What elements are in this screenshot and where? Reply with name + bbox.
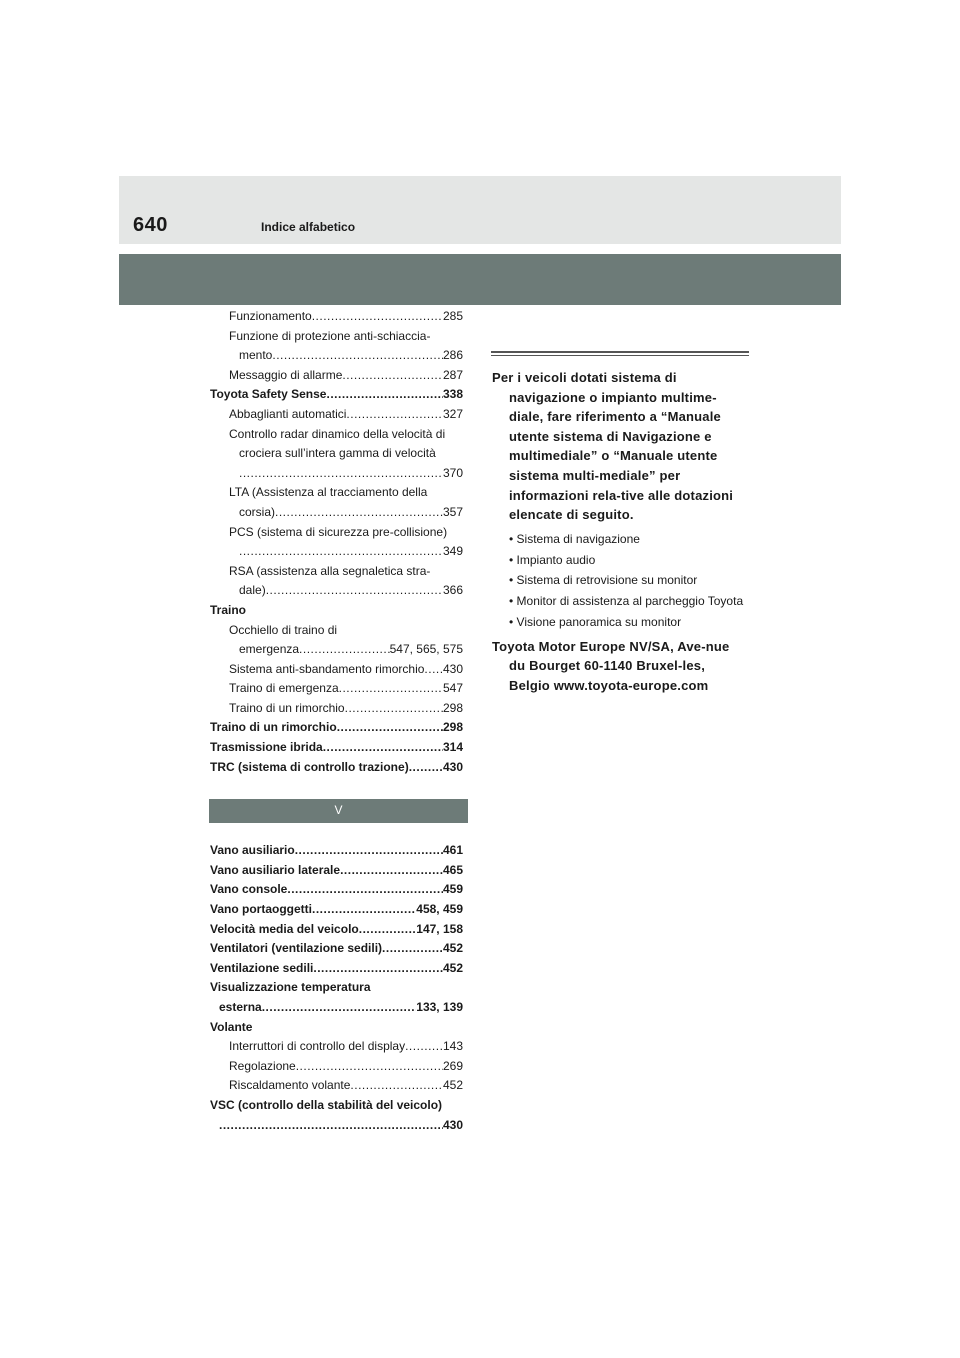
- entry-page[interactable]: 461: [442, 843, 463, 858]
- entry-label: Vano portaoggetti: [210, 902, 312, 917]
- letter-heading-v: V: [209, 799, 468, 823]
- leader-dots: [345, 699, 443, 719]
- index-entry: [210, 978, 463, 998]
- index-entry: [210, 327, 463, 347]
- entry-label: Traino: [210, 602, 247, 617]
- entry-label: Sistema anti-sbandamento rimorchio: [229, 661, 425, 676]
- leader-dots: [219, 1116, 443, 1136]
- entry-label: PCS (sistema di sicurezza pre-collisione): [229, 524, 448, 539]
- index-entry: [210, 758, 463, 778]
- entry-label: Visualizzazione temperatura: [210, 980, 371, 995]
- entry-label: Controllo radar dinamico della velocità di: [229, 426, 446, 441]
- leader-dots: [409, 758, 443, 778]
- entry-label: Ventilazione sedili: [210, 960, 314, 975]
- entry-page[interactable]: 452: [442, 1078, 463, 1093]
- entry-page[interactable]: 452: [442, 941, 463, 956]
- leader-dots: [275, 503, 443, 523]
- entry-page[interactable]: 298: [442, 700, 463, 715]
- entry-page[interactable]: 287: [442, 367, 463, 382]
- leader-dots: [337, 718, 443, 738]
- leader-dots: [287, 880, 443, 900]
- leader-dots: [313, 959, 443, 979]
- index-entry: [210, 699, 463, 719]
- index-entry: [210, 959, 463, 979]
- leader-dots: [346, 405, 443, 425]
- note-item: • Impianto audio: [509, 552, 596, 567]
- entry-page[interactable]: 430: [442, 759, 463, 774]
- entry-label: Toyota Safety Sense: [210, 387, 327, 402]
- leader-dots: [342, 366, 443, 386]
- entry-page[interactable]: 133, 139: [416, 1000, 463, 1014]
- index-entry: [210, 307, 463, 327]
- index-entry: [210, 880, 463, 900]
- note-item: • Sistema di navigazione: [509, 531, 640, 546]
- leader-dots: [424, 660, 443, 680]
- entry-label: mento: [239, 348, 273, 363]
- note-column: [491, 351, 749, 696]
- index-entry: [210, 385, 463, 405]
- note-footer: Toyota Motor Europe NV/SA, Ave-nue du Bourget 60-1140 Bruxel-les, Belgio www.toyota-europe.com: [492, 638, 730, 693]
- entry-label: emergenza: [239, 642, 300, 657]
- entry-page[interactable]: 370: [442, 465, 463, 480]
- index-entry: [210, 920, 463, 940]
- index-column: [210, 307, 463, 1135]
- leader-dots: [359, 920, 417, 940]
- entry-label: Abbaglianti automatici: [229, 406, 347, 421]
- index-entry: [210, 523, 463, 543]
- index-entry: [210, 900, 463, 920]
- leader-dots: [266, 581, 443, 601]
- leader-dots: [272, 346, 443, 366]
- entry-page[interactable]: 147, 158: [416, 921, 463, 936]
- entry-label: Interruttori di controllo del display: [229, 1039, 406, 1054]
- double-rule: [491, 351, 749, 356]
- entry-page[interactable]: 349: [442, 544, 463, 559]
- index-entry: [210, 1018, 463, 1038]
- entry-label: VSC (controllo della stabilità del veicolo): [210, 1097, 443, 1112]
- entry-label: Ventilatori (ventilazione sedili): [210, 941, 383, 956]
- leader-dots: [340, 861, 443, 881]
- index-entries-t: [210, 307, 463, 777]
- index-entry: [210, 939, 463, 959]
- entry-page[interactable]: 452: [442, 960, 463, 975]
- index-entries-v: [210, 841, 463, 1135]
- index-entry: [210, 718, 463, 738]
- leader-dots: [296, 1057, 443, 1077]
- entry-page[interactable]: 430: [442, 661, 463, 676]
- index-entry: [210, 660, 463, 680]
- entry-label: esterna: [219, 1000, 262, 1014]
- leader-dots: [312, 900, 416, 920]
- leader-dots: [239, 542, 443, 562]
- leader-dots: [239, 464, 443, 484]
- entry-label: RSA (assistenza alla segnaletica stra-: [229, 563, 431, 578]
- header-band: [119, 176, 841, 244]
- entry-label: Vano ausiliario laterale: [210, 862, 341, 877]
- index-entry: [210, 861, 463, 881]
- note-item: • Monitor di assistenza al parcheggio Toyota: [509, 594, 744, 609]
- entry-page[interactable]: 327: [442, 406, 463, 421]
- entry-page[interactable]: 338: [442, 387, 463, 402]
- note-heading: Per i veicoli dotati sistema di navigazione o impianto multime-diale, fare riferimento a “Manuale utente sistema di Navigazione e multimediale” o “Manuale utente sistema multi-mediale” per informazioni rela-tive alle dotazioni elencate di seguito.: [492, 370, 734, 523]
- leader-dots: [382, 939, 443, 959]
- entry-label: Velocità media del veicolo: [210, 921, 359, 936]
- entry-label: Riscaldamento volante: [229, 1078, 351, 1093]
- index-entry: [210, 405, 463, 425]
- index-entry: [210, 366, 463, 386]
- index-entry: [210, 738, 463, 758]
- header-bar: [119, 254, 841, 305]
- page-number: 640: [133, 214, 168, 236]
- note-item: • Sistema di retrovisione su monitor: [509, 573, 698, 588]
- entry-page[interactable]: 366: [442, 583, 463, 598]
- entry-page[interactable]: 465: [442, 862, 463, 877]
- entry-label: Vano console: [210, 882, 288, 897]
- index-entry: [210, 640, 463, 660]
- index-entry: [210, 581, 463, 601]
- entry-page[interactable]: 547: [442, 681, 463, 696]
- entry-label: Funzione di protezione anti-schiaccia-: [229, 328, 431, 343]
- leader-dots: [295, 841, 443, 861]
- entry-label: crociera sull’intera gamma di velocità: [239, 446, 436, 461]
- index-entry: [210, 621, 463, 641]
- index-entry: [210, 1057, 463, 1077]
- entry-label: Regolazione: [229, 1058, 296, 1073]
- leader-dots: [326, 385, 442, 405]
- index-entry: [210, 841, 463, 861]
- index-entry: [210, 503, 463, 523]
- entry-label: Trasmissione ibrida: [210, 740, 323, 755]
- note-item: • Visione panoramica su monitor: [509, 614, 682, 629]
- entry-label: Traino di un rimorchio: [210, 720, 337, 735]
- entry-label: Vano ausiliario: [210, 843, 295, 858]
- entry-label: Traino di emergenza: [229, 681, 339, 696]
- entry-label: Occhiello di traino di: [229, 622, 338, 637]
- leader-dots: [405, 1037, 443, 1057]
- index-entry: [210, 1037, 463, 1057]
- entry-label: LTA (Assistenza al tracciamento della: [229, 485, 428, 500]
- index-entry: [210, 483, 463, 503]
- index-entry: [210, 1116, 463, 1136]
- index-entry: [210, 1076, 463, 1096]
- index-entry: [210, 464, 463, 484]
- entry-label: TRC (sistema di controllo trazione): [210, 759, 409, 774]
- entry-label: Volante: [210, 1019, 253, 1034]
- entry-label: Traino di un rimorchio: [229, 700, 345, 715]
- index-entry: [210, 346, 463, 366]
- entry-label: corsia): [239, 504, 276, 519]
- leader-dots: [312, 307, 443, 327]
- entry-page[interactable]: 143: [442, 1039, 463, 1054]
- index-entry: [210, 1096, 463, 1116]
- entry-page[interactable]: 547, 565, 575: [389, 642, 463, 657]
- entry-page[interactable]: 459: [442, 882, 463, 897]
- section-title: Indice alfabetico: [261, 220, 356, 234]
- entry-page[interactable]: 286: [442, 348, 463, 363]
- entry-label: Funzionamento: [229, 309, 312, 323]
- entry-page[interactable]: 298: [442, 720, 463, 735]
- leader-dots: [299, 640, 390, 660]
- index-entry: [210, 425, 463, 445]
- entry-label: Messaggio di allarme: [229, 367, 343, 382]
- entry-page[interactable]: 458, 459: [416, 902, 463, 917]
- entry-page[interactable]: 285: [442, 309, 463, 323]
- entry-page[interactable]: 314: [442, 740, 463, 755]
- entry-page[interactable]: 430: [442, 1117, 463, 1132]
- index-entry: [210, 998, 463, 1018]
- leader-dots: [323, 738, 443, 758]
- index-entry: [210, 679, 463, 699]
- index-entry: [210, 444, 463, 464]
- entry-label: dale): [239, 583, 266, 598]
- note-list: [491, 529, 749, 633]
- leader-dots: [339, 679, 443, 699]
- entry-page[interactable]: 269: [442, 1058, 463, 1073]
- leader-dots: [350, 1076, 443, 1096]
- index-entry: [210, 542, 463, 562]
- leader-dots: [262, 998, 417, 1018]
- index-entry: [210, 562, 463, 582]
- index-entry: [210, 601, 463, 621]
- entry-page[interactable]: 357: [442, 504, 463, 519]
